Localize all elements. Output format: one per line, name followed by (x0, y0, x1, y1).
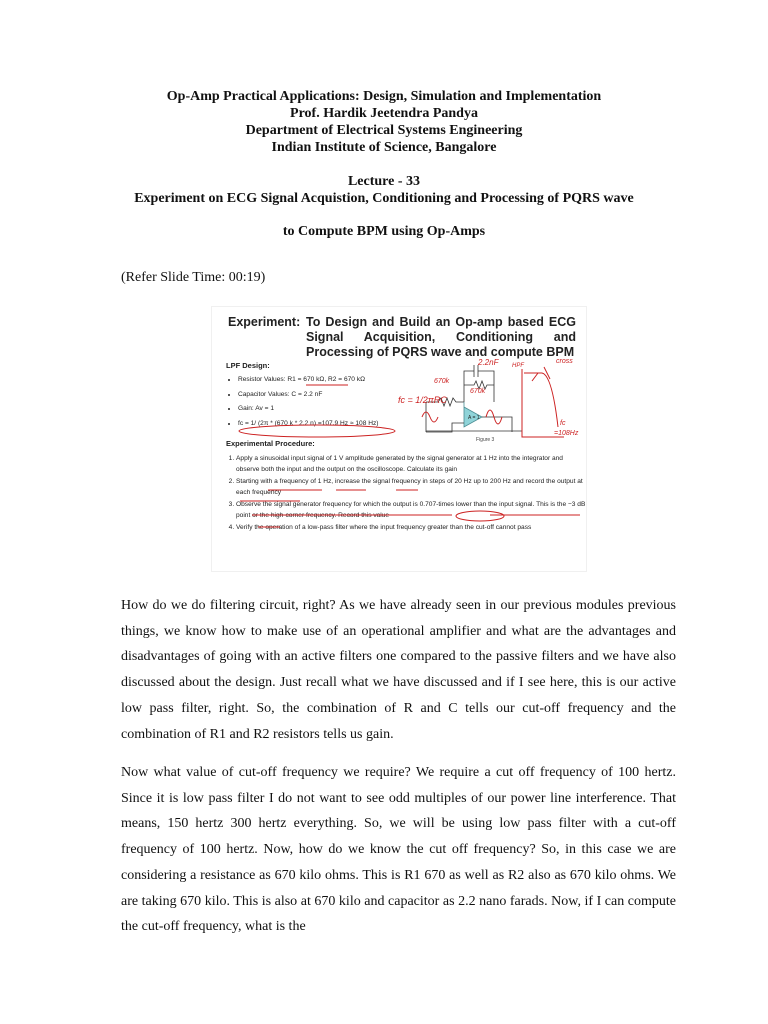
procedure-title: Experimental Procedure: (226, 439, 315, 448)
procedure-step: 4. Verify the operation of a low-pass filter where the input frequency greater than the cut-off cannot pass (236, 523, 586, 534)
hpf-annotation: HPF (512, 363, 524, 369)
institute-name: Indian Institute of Science, Bangalore (271, 140, 497, 155)
lpf-bullet: • Resistor Values: R1 = 670 kΩ, R2 = 670 kΩ (238, 373, 398, 388)
slide-circuit-overlay (212, 307, 586, 571)
opamp-gain-label: A = 1 (468, 415, 480, 421)
lpf-design-title: LPF Design: (226, 361, 270, 370)
course-title: Op-Amp Practical Applications: Design, Simulation and Implementation (166, 89, 602, 104)
input-wave-sketch (422, 412, 438, 422)
slide-heading-label: Experiment: (228, 315, 301, 329)
paragraph-2: Now what value of cut-off frequency we require? We require a cut off frequency of 100 hertz. Since it is low pass filter I do not want to see odd multiples of our power line interference. That means, 150 hertz 300 hertz everything. So, we will be using low pass filter with a cut-off frequency of 100 hertz. Now, how do we know the cut off frequency? So, in this case we are considering a resistance as 670 kilo ohms. This is R1 670 as well as R2 also as 670 kilo ohms. We are taking 670 kilo. This is also at 670 kilo and capacitor as 2.2 nano farads. Now, if I can compute the cut-off frequency, what is the (121, 765, 676, 935)
cross-annotation: cross (556, 358, 573, 365)
procedure-step: 2. Starting with a frequency of 1 Hz, increase the signal frequency in steps of 20 Hz up to 200 Hz and record the output at each frequency (236, 477, 586, 498)
slide-heading-text: To Design and Build an Op-amp based ECG Signal Acquisition, Conditioning and Processing of PQRS wave and compute BPM (306, 315, 576, 359)
r-left-annotation: 670k (434, 378, 450, 385)
fc-formula-annotation: fc = 1/2πRC (398, 395, 447, 405)
lecture-title-line2: to Compute BPM using Op-Amps (282, 224, 486, 239)
lpf-bullet: • Gain: Av = 1 (238, 402, 398, 417)
procedure-step: 3. Observe the signal generator frequency for which the output is 0.707-times lower than the input signal. This is the −3 dB point or the high-corner frequency. Record this value (236, 500, 586, 521)
procedure-step: 1. Apply a sinusoidal input signal of 1 V amplitude generated by the signal generator at 1 Hz into the integrator and observe both the input and the output on the oscilloscope. Calculate its gain (236, 454, 586, 475)
refer-slide-time: (Refer Slide Time: 00:19) (121, 270, 266, 285)
paragraph-1: How do we do filtering circuit, right? As we have already seen in our previous modules previous things, we know how to make use of an operational amplifier and what are the advantages and disadvantages of going with an active filters one compared to the passive filters and we have also discussed about the design. Just recall what we have discussed and if I see here, this is our active low pass filter, right. So, the combination of R and C tells our cut-off frequency and the combination of R1 and R2 resistors tells us gain. (121, 598, 676, 742)
figure-caption: Figure 3 (476, 437, 495, 443)
bode-plot-sketch (522, 367, 564, 437)
red-underline-marks (239, 385, 580, 527)
lecture-title-line1: Experiment on ECG Signal Acquistion, Conditioning and Processing of PQRS wave (134, 191, 634, 206)
fc-mark-annotation: fc (560, 420, 566, 427)
lpf-bullet: • fc = 1/ (2π * (670 k * 2.2 n) =107.9 Hz ≈ 108 Hz) (238, 417, 398, 432)
department-name: Department of Electrical Systems Engineering (245, 123, 523, 138)
r-right-annotation: 670k (470, 388, 486, 395)
cap-annotation: 2.2nF (478, 358, 499, 367)
professor-name: Prof. Hardik Jeetendra Pandya (290, 106, 478, 121)
lecture-number: Lecture - 33 (347, 174, 421, 189)
slide-image (212, 307, 586, 571)
lpf-bullet: • Capacitor Values: C = 2.2 nF (238, 388, 398, 403)
fc-value-annotation: =108Hz (554, 430, 579, 437)
